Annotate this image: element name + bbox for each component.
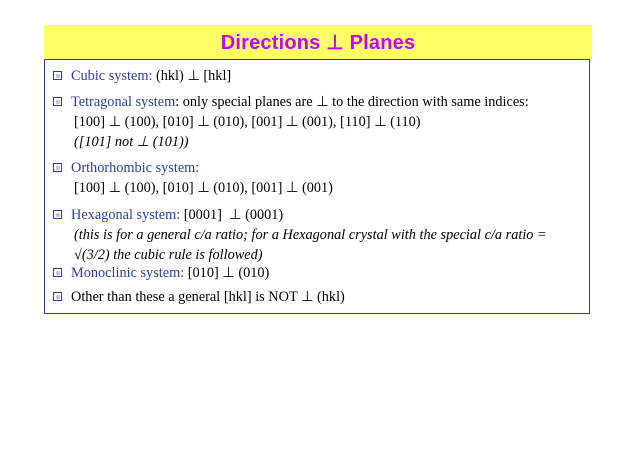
item-label: Monoclinic system: [71,265,185,281]
list-item-orthorhombic [53,158,333,198]
checkbox-bullet-icon [53,292,62,301]
checkbox-bullet-icon [53,268,62,277]
item-note: √(3/2) the cubic rule is followed) [74,247,263,263]
slide-title: Directions ⊥ Planes [220,31,416,54]
list-item-hexagonal [53,205,547,265]
item-label: Hexagonal system: [71,207,181,223]
list-item-cubic [53,66,231,86]
item-line: [100] ⊥ (100), [010] ⊥ (010), [001] ⊥ (001) [74,180,333,196]
item-text: : only special planes are ⊥ to the direction with same indices: [175,94,529,110]
item-text: [0001] ⊥ (0001) [180,207,284,223]
item-label: Cubic system: [71,68,153,84]
item-text: Other than these a general [hkl] is NOT ⊥ (hkl) [71,289,345,305]
checkbox-bullet-icon [53,97,62,106]
checkbox-bullet-icon [53,163,62,172]
checkbox-bullet-icon [53,210,62,219]
item-note: (this is for a general c/a ratio; for a Hexagonal crystal with the special c/a ratio = [74,227,547,243]
item-note: ([101] not ⊥ (101)) [74,134,189,150]
item-label: Tetragonal system [71,94,176,110]
title-bar [44,25,592,59]
item-text: [010] ⊥ (010) [184,265,270,281]
list-item-tetragonal [53,92,529,152]
content-box [44,59,590,314]
item-label: Orthorhombic system: [71,160,200,176]
checkbox-bullet-icon [53,71,62,80]
list-item-monoclinic [53,263,269,283]
item-line: [100] ⊥ (100), [010] ⊥ (010), [001] ⊥ (001), [110] ⊥ (110) [74,114,421,130]
list-item-general [53,287,345,307]
item-text: (hkl) ⊥ [hkl] [152,68,232,84]
